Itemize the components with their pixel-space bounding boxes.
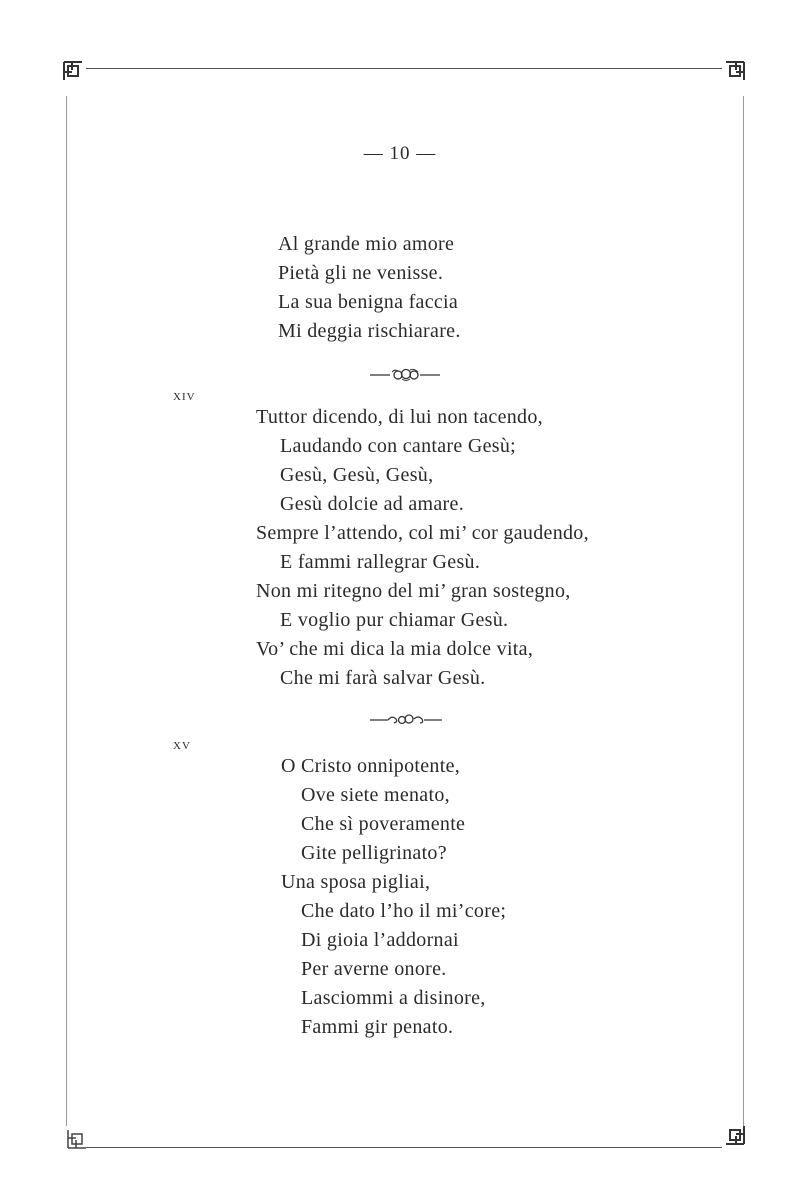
stanza-number: XIV — [173, 391, 196, 403]
verse-line: Gesù dolcie ad amare. — [280, 493, 464, 515]
verse-line: Che dato l’ho il mi’core; — [301, 900, 507, 922]
verse-line: Lasciommi a disinore, — [301, 987, 486, 1009]
verse-line: La sua benigna faccia — [278, 291, 459, 313]
frame-bottom-border — [86, 1147, 722, 1148]
floral-ornament-icon — [368, 711, 444, 729]
corner-ornament-icon — [62, 60, 84, 82]
verse-line: Tuttor dicendo, di lui non tacendo, — [256, 406, 543, 428]
page-number: — 10 — — [363, 143, 437, 164]
verse-line: Pietà gli ne venisse. — [278, 262, 444, 284]
verse-line: Di gioia l’addornai — [301, 929, 459, 951]
frame-right-border — [743, 96, 744, 1126]
verse-line: Laudando con cantare Gesù; — [280, 435, 517, 457]
verse-line: Mi deggia rischiarare. — [278, 320, 461, 342]
verse-line: E fammi rallegrar Gesù. — [280, 551, 481, 573]
verse-line: Per averne onore. — [301, 958, 447, 980]
corner-ornament-icon — [66, 1128, 88, 1150]
floral-ornament-icon — [368, 366, 442, 384]
verse-line: Una sposa pigliai, — [281, 871, 431, 893]
frame-left-border — [66, 96, 67, 1126]
verse-line: E voglio pur chiamar Gesù. — [280, 609, 509, 631]
verse-line: Gesù, Gesù, Gesù, — [280, 464, 434, 486]
verse-line: Che mi farà salvar Gesù. — [280, 667, 486, 689]
corner-ornament-icon — [724, 1124, 746, 1146]
verse-line: Che sì poveramente — [301, 813, 466, 835]
verse-line: Ove siete menato, — [301, 784, 450, 806]
verse-line: Vo’ che mi dica la mia dolce vita, — [256, 638, 534, 660]
verse-line: Fammi gir penato. — [301, 1016, 454, 1038]
corner-ornament-icon — [724, 60, 746, 82]
verse-line: Sempre l’attendo, col mi’ cor gaudendo, — [256, 522, 589, 544]
frame-top-border — [86, 68, 722, 69]
verse-line: Non mi ritegno del mi’ gran sostegno, — [256, 580, 571, 602]
verse-line: Gite pelligrinato? — [301, 842, 447, 864]
stanza-number: XV — [173, 740, 191, 752]
verse-line: O Cristo onnipotente, — [281, 755, 461, 777]
verse-line: Al grande mio amore — [278, 233, 455, 255]
